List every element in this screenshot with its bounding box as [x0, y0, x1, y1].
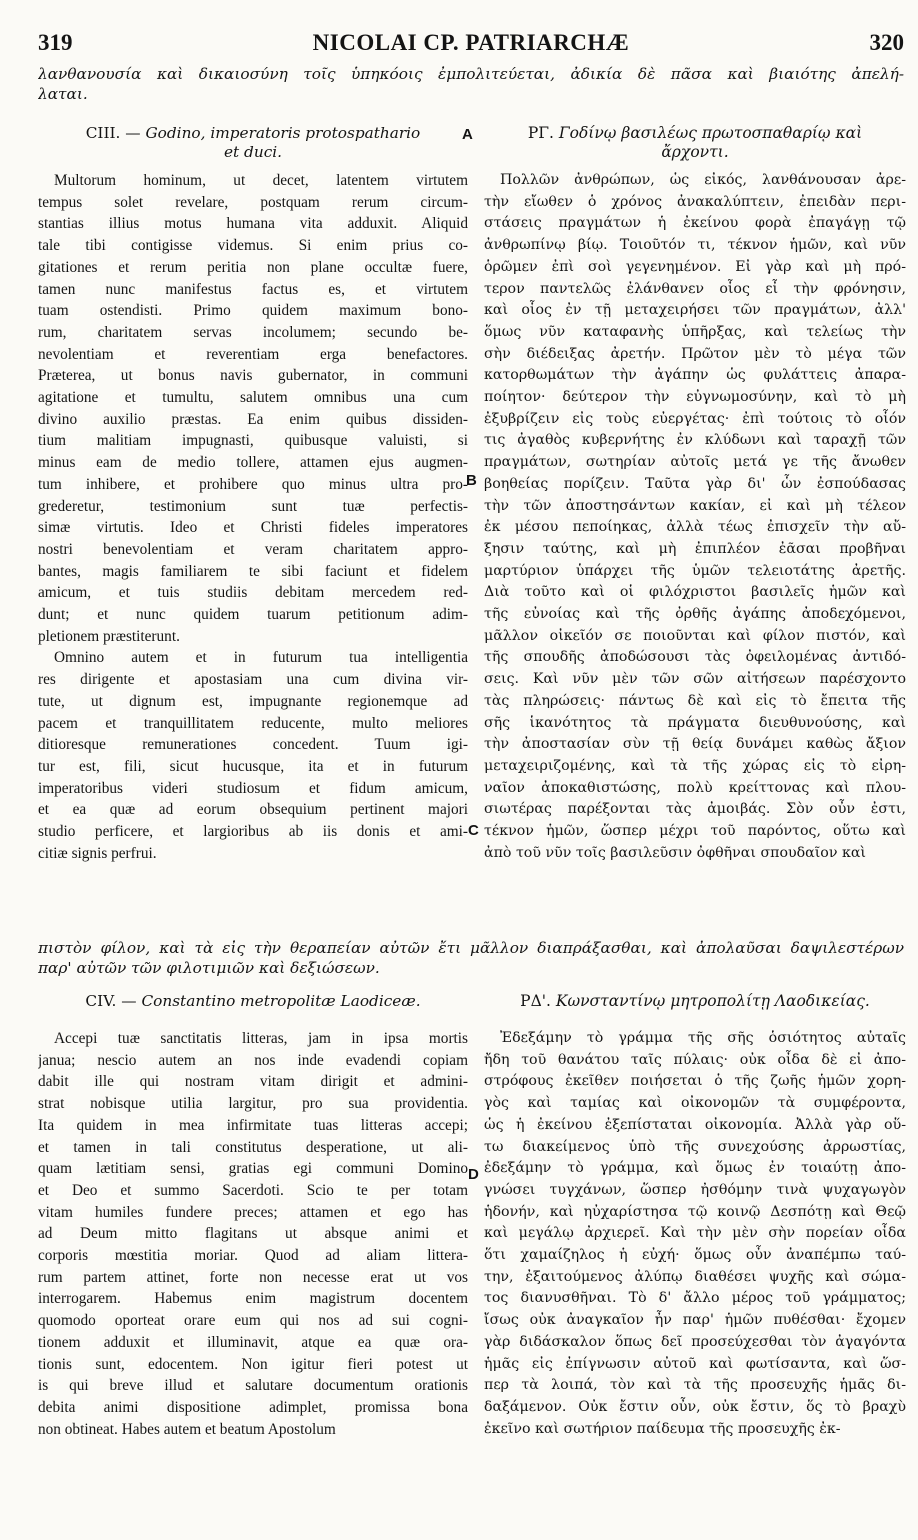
text-line: amicum, et tuis studiis debitam mercedem red-	[38, 584, 468, 602]
margin-marker-b: B	[466, 472, 477, 489]
text-line: et tamen in tali constitutus desperatione, ut ali-	[38, 1138, 468, 1156]
text-line: ad Deum mitto flagitans ut absque animi et	[38, 1225, 468, 1243]
latin-column-civ	[38, 1028, 468, 1440]
heading-number: ΡΔ'.	[520, 992, 551, 1010]
text-line: non obtineat. Habes autem et beatum Apostolum	[38, 1420, 336, 1438]
text-line: tuam ostendisti. Primo quidem maximum bono-	[38, 302, 468, 320]
text-line: Πολλῶν ἀνθρώπων, ὡς εἰκός, λανθάνουσαν ἀρε-	[500, 172, 906, 188]
text-line: is qui breve illud et salutare documentum orationis	[38, 1377, 468, 1395]
heading-number: CIV. —	[85, 992, 137, 1010]
text-line: γὸς καὶ ταμίας καὶ οἰκονομῶν τὰ συμφέροντα,	[484, 1095, 906, 1112]
text-line: ἐκεῖνο καὶ σωτήριον παίδευμα τῆς προσευχῆς ἐκ-	[484, 1420, 841, 1437]
text-line: Accepi tuæ sanctitatis litteras, jam in ipsa mortis	[54, 1030, 468, 1047]
text-line: μαρτύριον ὑπάρχει τῆς ὑμῶν τελειοτάτης ἀρετῆς.	[484, 562, 906, 579]
text-line: τερον παντελῶς ἐλάνθανεν οἷος εἶ τὴν φρόνησιν,	[484, 280, 906, 297]
text-line: τω διακείμενος ὑπὸ τῆς συνεχούσης ἀρρωστίας,	[484, 1138, 906, 1155]
text-line: divino auxilio præstas. Ea enim quibus dissiden-	[38, 410, 468, 428]
text-line: ἴσως οὐκ ἀναγκαῖον ἦν παρ' ἡμῶν πυθέσθαι· ἔχομεν	[484, 1312, 906, 1329]
margin-marker-a: A	[462, 126, 473, 143]
text-line: καὶ μεγάλῳ ἀρχιερεῖ. Καὶ τὴν μὲν σὴν πορείαν οἶδα	[484, 1225, 906, 1242]
text-line: την, ἐξαιτούμενος ἀλύπῳ διαθέσει ψυχῆς καὶ σώμα-	[484, 1268, 906, 1285]
text-line: interrogarem. Habemus enim magistrum docentem	[38, 1290, 468, 1308]
text-line: ὡς ἡ ἐκείνου ἐξεπίσταται οἰκονομία. Ἀλλὰ γὰρ οὕ-	[484, 1116, 906, 1133]
text-line: tium malitiam impugnasti, quibusque valuisti, si	[38, 432, 468, 450]
page-header	[38, 30, 904, 60]
text-line: tionis sunt, edocentem. Non igitur fieri potest ut	[38, 1355, 468, 1373]
text-line: ξησιν ταύτης, καὶ μὴ ἐπιπλέον ἐᾶσαι προβῆναι	[484, 540, 906, 557]
text-line: βοηθείας πορίζειν. Ταῦτα γὰρ δι' ὧν ἐσπούδασας	[484, 475, 906, 492]
text-line: τῆς εὐνοίας καὶ τῆς ὀρθῆς ἀγάπης ἀποδεχόμενοι,	[484, 606, 906, 623]
text-line: παρ' αὐτῶν τῶν φιλοτιμιῶν καὶ δεξιώσεων.	[38, 959, 380, 977]
greek-letter-heading-rg	[484, 124, 906, 162]
text-line: ναῖον ἀποκαθιστώσης, πολὺ κρείττονας καὶ πλου-	[484, 779, 906, 796]
text-line: nostri benevolentiam et veram charitatem appro-	[38, 540, 468, 558]
text-line: Ἐδεξάμην τὸ γράμμα τῆς σῆς ὁσιότητος αὐταῖς	[500, 1030, 906, 1046]
text-line: τέκνον ἡμῶν, ὥσπερ μέχρι τοῦ παρόντος, οὕτω καὶ	[484, 823, 906, 840]
text-line: γὰρ διδάσκαλον ὅπως δεῖ προσεύχεσθαι τὸν ἀγαγόντα	[484, 1333, 906, 1350]
text-line: λαται.	[38, 85, 88, 103]
text-line: σὴν διέδειξας ἀρετήν. Πρῶτον μὲν τὸ μέγα τῶν	[484, 345, 906, 362]
text-line: κατορθωμάτων τὴν ἀγάπην ὡς φυλάττεις ἀπαρα-	[484, 367, 906, 384]
text-line: ὅτι χαμαίζηλος ἡ εὐχή· ὅμως οὖν ἀναπέμπω ταύ-	[484, 1247, 906, 1264]
text-line: strat nobisque utilia largitur, pro sua providentia.	[38, 1095, 468, 1113]
text-line: janua; nescio autem an nos inde evadendi copiam	[38, 1051, 468, 1069]
text-line: res dirigente et apostasiam una cum divina vir-	[38, 671, 468, 689]
text-line: καὶ οἷος ἐν τῇ μεταχειρήσει τῶν πραγμάτων, ἀλλ'	[484, 302, 906, 319]
margin-marker-d: D	[468, 1166, 479, 1183]
text-line: ποίητον· δεύτερον τὴν εὐγνωμοσύνην, καὶ τὸ μὴ	[484, 389, 906, 406]
text-line: στάσεις πραγμάτων ἡ ἐκείνου φορὰ ἐπαγάγῃ τῷ	[484, 215, 906, 232]
text-line: et ea quæ ad eorum obsequium pertinent majori	[38, 801, 468, 819]
text-line: studio perficere, et largioribus ab iis donis et ami-	[38, 823, 468, 841]
text-line: ἀπὸ τοῦ νῦν τοῖς βασιλεῦσιν ὀφθῆναι σπουδαῖον καὶ	[484, 844, 866, 861]
text-line: rum, charitatem servas incolumem; secundo be-	[38, 323, 468, 341]
latin-letter-heading-ciii	[38, 124, 468, 162]
text-line: σιωτέρας παρέξονται τὰς ἀμοιβάς. Σὸν οὖν ἐστι,	[484, 801, 906, 818]
text-line: dabit ille qui nostram vitam dirigit et admini-	[38, 1073, 468, 1091]
greek-letter-heading-rd	[484, 992, 906, 1011]
text-line: tute, ut dignum est, impugnante regionemque ad	[38, 692, 468, 710]
middle-greek-continuation	[38, 938, 904, 978]
margin-marker-c: C	[468, 822, 479, 839]
text-line: τὴν εἴωθεν ὁ χρόνος ἀνακαλύπτειν, ἐπειδὰν περι-	[484, 193, 906, 210]
text-line: minus eam de medio tollere, attamen ejus augmen-	[38, 454, 468, 472]
text-line: Præterea, ut bonus navis gubernator, in communi	[38, 367, 468, 385]
text-line: simæ virtutis. Ideo et Christi fideles imperatores	[38, 519, 468, 537]
text-line: ἐκ μέσου πεποίηκας, ἀλλὰ τέως ἐπισχεῖν τὴν αὔ-	[484, 519, 906, 536]
text-line: pacem et tranquillitatem reducente, multo meliores	[38, 714, 468, 732]
text-line: δαξάμενον. Οὐκ ἔστιν οὖν, οὐκ ἔστιν, ὅς τὸ βραχὺ	[484, 1398, 906, 1415]
text-line: τὰς πληρώσεις· πάντως δὲ καὶ εἰς τὸ ἔπειτα τῆς	[484, 692, 906, 709]
text-line: ἐξυβρίζειν εἰς τοὺς εὐεργέτας· ἐπὶ τούτοις τὸ οἷόν	[484, 410, 906, 427]
text-line: quam lætitiam sensi, gratias egi communi Domino	[38, 1160, 468, 1178]
greek-column-rd	[484, 1028, 906, 1440]
text-line: nevolentiam et reverentiam erga benefactores.	[38, 345, 468, 363]
text-line: corporis mœstitia moriar. Quod ad aliam littera-	[38, 1247, 468, 1265]
greek-column-rg	[484, 170, 906, 865]
text-line: μεταχειριζομένης, καὶ τὰ τῆς χώρας εἰς τὸ εἰρη-	[484, 757, 906, 774]
text-line: ὁρῶμεν ἐπὶ σοὶ γεγενημένον. Εἰ γὰρ καὶ μὴ πρό-	[484, 258, 906, 275]
text-line: debita animi dispositione adimplet, promissa bona	[38, 1398, 468, 1416]
text-line: tur est, fili, sicut hucusque, ita et in futurum	[38, 757, 468, 775]
text-line: vitam humiles fundere preces; attamen et ego has	[38, 1203, 468, 1221]
text-line: gitationes et rerum peritia non plane occultæ fuere,	[38, 258, 468, 276]
text-line: et Deo et summo Sacerdoti. Scio te per totam	[38, 1181, 468, 1199]
text-line: ἤδη τοῦ θανάτου ταῖς πύλαις· οὐκ οἶδα δὲ εἰ ἀπο-	[484, 1051, 906, 1068]
text-line: πιστὸν φίλον, καὶ τὰ εἰς τὴν θεραπείαν αὐτῶν ἔτι μᾶλλον διαπράξασθαι, καὶ ἀπολαῦσαι δαψιλεστέρων	[38, 939, 904, 957]
text-line: tale tibi contigisse videmus. Si enim prius co-	[38, 237, 468, 255]
text-line: τις ἀγαθὸς κυβερνήτης ἐν κλύδωνι καὶ ταραχῇ τῶν	[484, 432, 906, 449]
heading-number: CIII. —	[85, 124, 141, 142]
latin-column-ciii	[38, 170, 468, 865]
text-line: τὴν ἀποστασίαν σὺν τῇ θείᾳ δυνάμει καθὼς ἄξιον	[484, 736, 906, 753]
text-line: στρόφους ἐκεῖθεν ποιήσεται ὁ τῆς ζωῆς ἡμῶν χορη-	[484, 1073, 906, 1090]
text-line: ὅμως νῦν καταφανὴς ὑπῆρξας, καὶ τελείως τὴν	[484, 323, 906, 340]
text-line: μᾶλλον οἰκεῖόν σε ποιοῦνται καὶ φίλον πιστόν, καὶ	[484, 627, 906, 644]
text-line: ἀνθρωπίνῳ βίῳ. Τοιοῦτόν τι, τέκνον ἡμῶν, καὶ νῦν	[484, 237, 906, 254]
heading-title: Γοδίνῳ βασιλέως πρωτοσπαθαρίῳ καὶ	[558, 124, 863, 142]
text-line: pletionem præstiterunt.	[38, 627, 180, 645]
text-line: σεις. Καὶ νῦν μὲν τῶν σῶν αἰτήσεων παρέσχοντο	[484, 671, 906, 688]
text-line: Ita quidem in mea infirmitate tuas litteras accepi;	[38, 1116, 468, 1134]
heading-title: Κωνσταντίνῳ μητροπολίτῃ Λαοδικείας.	[555, 992, 870, 1010]
text-line: τῆς σπουδῆς ἀποδώσουσι τὰς ὀφειλομένας ἀντιδό-	[484, 649, 906, 666]
running-title: NICOLAI CP. PATRIARCHÆ	[312, 30, 630, 55]
text-line: ἡδονήν, καὶ ηὐχαρίστησα τῷ κοινῷ Δεσπότῃ καὶ Θεῷ	[484, 1203, 906, 1220]
text-line: ἐδεξάμην τὸ γράμμα, καὶ ὅμως ἐν τοιαύτῃ ἀπο-	[484, 1160, 906, 1177]
heading-title: Constantino metropolitæ Laodiceæ.	[141, 992, 421, 1010]
top-greek-continuation	[38, 64, 904, 104]
text-line: grederetur, testimonium sunt tuæ perfectis-	[38, 497, 468, 515]
text-line: λανθανουσία καὶ δικαιοσύνη τοῖς ὑπηκόοις ἐμπολιτεύεται, ἀδικία δὲ πᾶσα καὶ βιαιότης ἀπελή-	[38, 65, 904, 83]
latin-letter-heading-civ	[38, 992, 468, 1011]
text-line: Omnino autem et in futurum tua intelligentia	[54, 649, 468, 667]
text-line: citiæ signis perfrui.	[38, 844, 157, 862]
text-line: τὴν τῶν ἀποστησάντων κακίαν, εἰ καὶ μὴ τέλεον	[484, 497, 906, 514]
text-line: rum partem attinet, forte non necesse erat ut vos	[38, 1268, 468, 1286]
text-line: περ τὰ λοιπά, τὸν καὶ τὰ τῆς προσευχῆς ἡμᾶς δι-	[484, 1377, 906, 1394]
text-line: tionem adduxit et illuminavit, atque ea quæ ora-	[38, 1333, 468, 1351]
text-line: σῆς ἱκανότητος τὰ πράγματα διευθυνούσης, καὶ	[484, 714, 906, 731]
text-line: dunt; et nunc quidem tuarum petitionum adim-	[38, 606, 468, 624]
text-line: imperatoribus videri studiosum et fidum amicum,	[38, 779, 468, 797]
text-line: Multorum hominum, ut decet, latentem virtutem	[54, 172, 468, 189]
heading-title-cont: et duci.	[223, 143, 283, 161]
text-line: quomodo oporteat orare eum qui nos ad sui cogni-	[38, 1312, 468, 1330]
text-line: γνώσει τυγχάνων, ὥσπερ ἠσθόμην τινὰ ψυχαγωγὸν	[484, 1181, 906, 1198]
text-line: agitatione et tumultu, salutem omnibus una cum	[38, 389, 468, 407]
text-line: πραγμάτων, σωτηρίαν αὐτοῖς μετά γε τῆς ἄνωθεν	[484, 454, 906, 471]
heading-title: Godino, imperatoris protospathario	[145, 124, 421, 142]
heading-title-cont: ἄρχοντι.	[661, 143, 729, 161]
heading-number: ΡΓ.	[527, 124, 554, 142]
page-number-left: 319	[38, 30, 73, 55]
text-line: ἡμᾶς εἰς ἐπίγνωσιν αὐτοῦ καὶ φωτίσαντα, καὶ ὥσ-	[484, 1355, 906, 1372]
text-line: tamen nunc manifestus factus es, et virtutem	[38, 280, 468, 298]
text-line: stantias illius motus humana vita adduxit. Aliquid	[38, 215, 468, 233]
text-line: ditioresque remunerationes concedent. Tuum igi-	[38, 736, 468, 754]
page-number-right: 320	[869, 30, 904, 55]
text-line: tempus solet revelare, postquam rerum circum-	[38, 193, 468, 211]
text-line: tum inhibere, et prohibere quo minus ultra pro-	[38, 475, 468, 493]
text-line: bantes, magis familiarem te sibi faciunt et fidelem	[38, 562, 468, 580]
text-line: τος διανυσθῆναι. Τὸ δ' ἄλλο μέρος τοῦ γράμματος;	[484, 1290, 906, 1307]
text-line: Διὰ τοῦτο καὶ οἱ φιλόχριστοι βασιλεῖς ἡμῶν καὶ	[484, 584, 906, 601]
